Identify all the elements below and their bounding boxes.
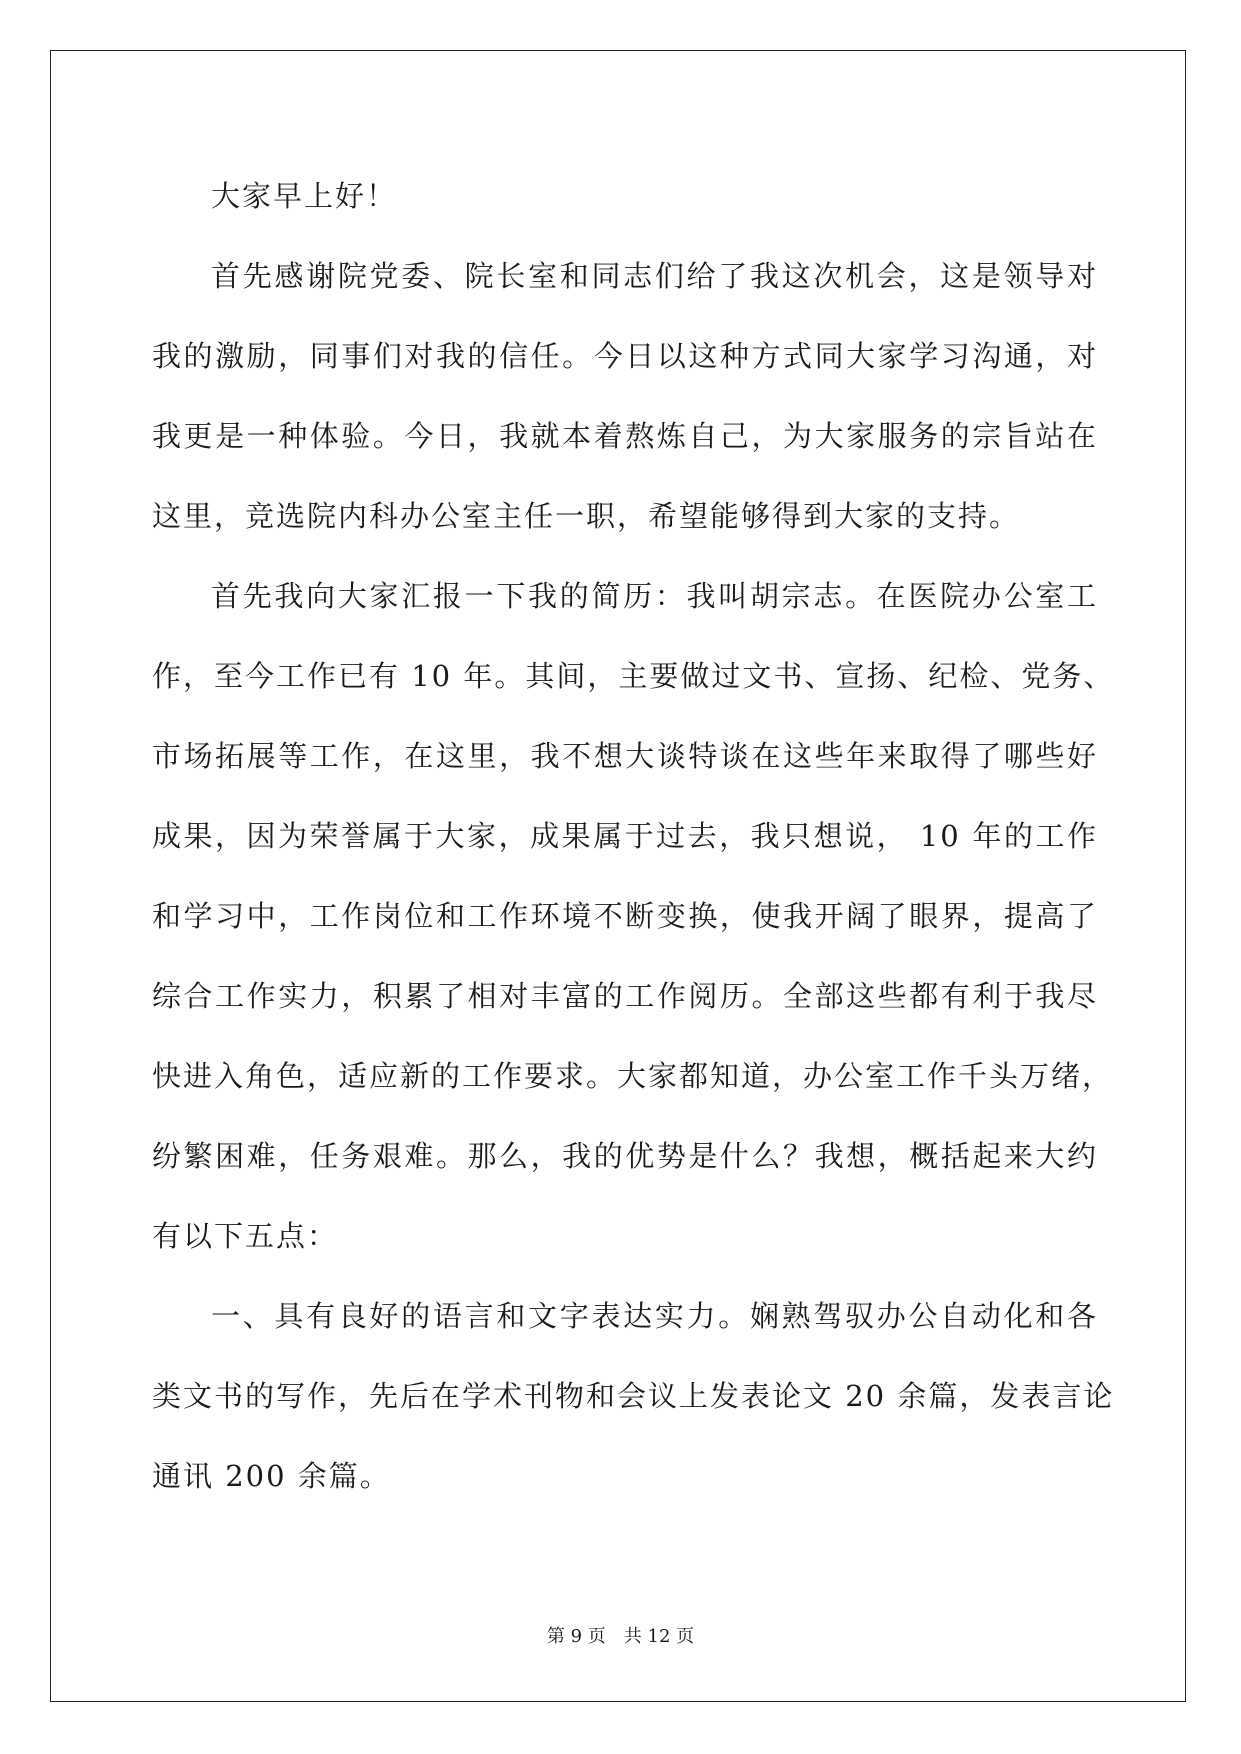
document-body (152, 156, 1115, 1516)
total-pages-label: 共 12 页 (623, 1626, 695, 1647)
text-line: 和学习中，工作岗位和工作环境不断变换，使我开阔了眼界，提高了 (152, 899, 1098, 933)
text-line: 我的激励，同事们对我的信任。今日以这种方式同大家学习沟通，对 (152, 339, 1098, 373)
text-line: 成果，因为荣誉属于大家，成果属于过去，我只想说， 10 年的工作 (152, 819, 1098, 853)
text-line: 作，至今工作已有 10 年。其间，主要做过文书、宣扬、纪检、党务、 (152, 659, 1115, 693)
text-line: 类文书的写作，先后在学术刊物和会议上发表论文 20 余篇，发表言论 (152, 1379, 1115, 1413)
current-page-label: 第 9 页 (546, 1626, 606, 1647)
text-line: 市场拓展等工作，在这里，我不想大谈特谈在这些年来取得了哪些好 (152, 739, 1098, 773)
text-line: 通讯 200 余篇。 (152, 1459, 391, 1493)
text-line: 首先我向大家汇报一下我的简历：我叫胡宗志。在医院办公室工 (211, 579, 1098, 613)
text-line: 纷繁困难，任务艰难。那么，我的优势是什么？我想，概括起来大约 (152, 1139, 1098, 1173)
text-line: 综合工作实力，积累了相对丰富的工作阅历。全部这些都有利于我尽 (152, 979, 1098, 1013)
text-line: 快进入角色，适应新的工作要求。大家都知道，办公室工作千头万绪， (152, 1059, 1114, 1093)
page-footer (0, 1622, 1241, 1648)
text-line: 大家早上好！ (211, 179, 398, 213)
text-line: 这里，竞选院内科办公室主任一职，希望能够得到大家的支持。 (152, 499, 1021, 533)
text-line: 首先感谢院党委、院长室和同志们给了我这次机会，这是领导对 (211, 259, 1098, 293)
text-line: 我更是一种体验。今日，我就本着熬炼自己，为大家服务的宗旨站在 (152, 419, 1098, 453)
text-line: 有以下五点： (152, 1219, 339, 1253)
text-line: 一、具有良好的语言和文字表达实力。娴熟驾驭办公自动化和各 (211, 1299, 1098, 1333)
